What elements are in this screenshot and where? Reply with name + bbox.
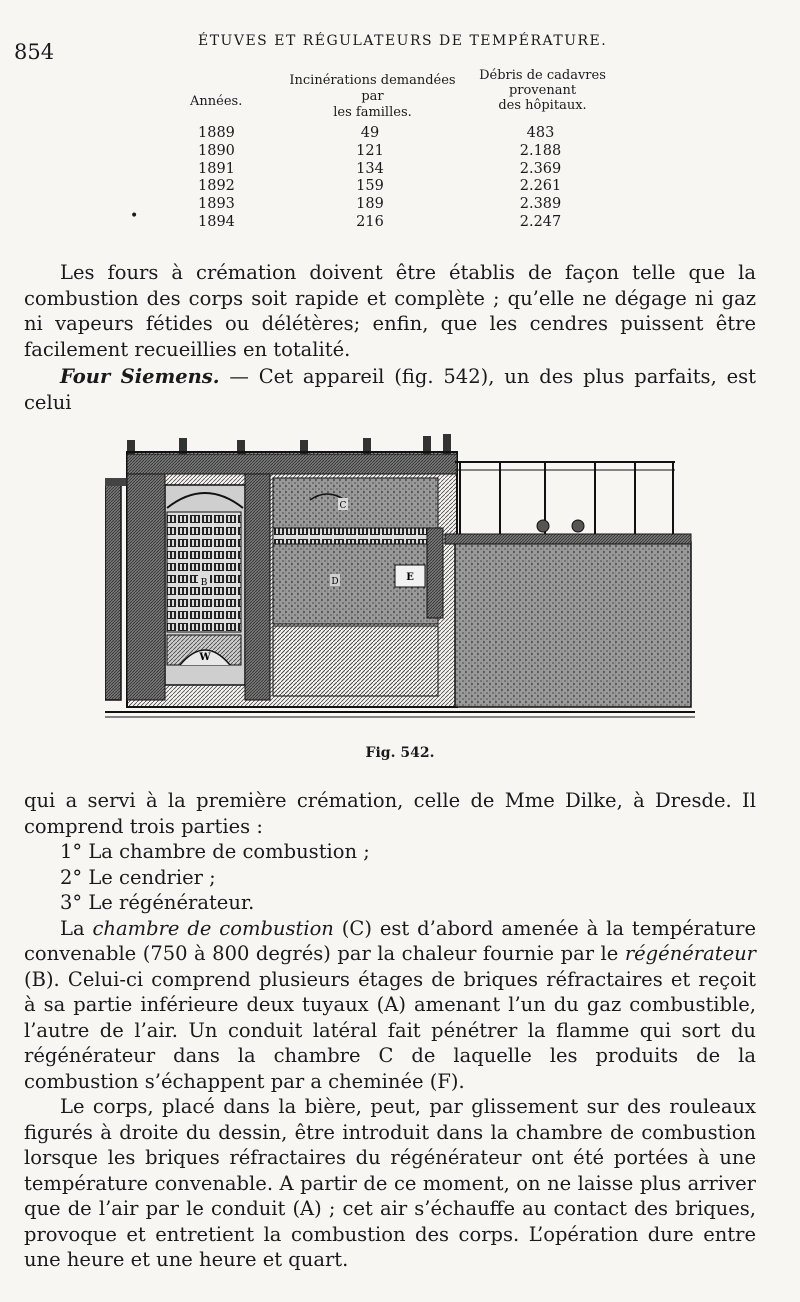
figure-caption: Fig. 542.: [365, 745, 435, 761]
section-title: Four Siemens.: [60, 365, 220, 388]
table-column-hospitals: [503, 125, 578, 232]
table-header-families: [285, 73, 460, 121]
paragraph-text: qui a servi à la première crémation, celle de Mme Dilke, à Dresde. Il comprend trois parties :: [24, 789, 756, 838]
paragraph-text: [24, 364, 756, 415]
paragraph-four-siemens-body: [24, 788, 756, 1273]
table-cell-hospitals: 2.369: [519, 160, 562, 177]
table-cell-families: 159: [356, 178, 384, 195]
paragraph-cremation-requirements: [24, 260, 756, 362]
figure-label-c: C: [339, 501, 347, 511]
list-item: 2° Le cendrier ;: [60, 865, 216, 889]
table-cell-hospitals: 2.261: [519, 178, 562, 195]
paragraph-procedure: Le corps, placé dans la bière, peut, par glissement sur des rouleaux figurés à droite du dessin, être introduit dans la chambre de combustion lorsque les briques réfractaires du régénérateur ont été portées à une température convenable. A partir de ce moment, on ne laisse plus arriver que de l’air par le conduit (A) ; cet air s’échauffe au contact des briques, provoque et entretient la combustion des corps. L’opération dure entre une heure et une heure et quart.: [24, 1095, 756, 1271]
table-header-years: Années.: [190, 94, 243, 109]
table-cell-year: 1890: [198, 142, 235, 159]
figure-label-d: D: [331, 577, 339, 587]
table-header-hospitals-line: Débris de cadavres: [479, 68, 606, 83]
table-cell-families: 134: [356, 160, 384, 177]
table-cell-year: 1893: [198, 196, 235, 213]
list-item: 1° La chambre de combustion ;: [60, 840, 370, 863]
table-cell-families: 49: [360, 125, 380, 141]
table-cell-year: 1894: [198, 213, 235, 230]
table-cell-hospitals: 2.389: [519, 196, 562, 213]
figure-label-w: W: [199, 652, 211, 663]
table-cell-year: 1891: [198, 160, 235, 177]
table-cell-families: 189: [356, 196, 384, 213]
paragraph-text: Les fours à crémation doivent être établis de façon telle que la combustion des corps soit rapide et complète ; qu’elle ne dégage ni gaz ni vapeurs fétides ou délétères; enfin, que les cendres puissent être facilement recueillies en totalité.: [24, 261, 756, 361]
furnace-engraving: [105, 430, 695, 720]
table-header-families-line: les familles.: [333, 105, 412, 120]
paragraph-combustion-chamber: [24, 916, 756, 1095]
table-cell-year: 1889: [198, 125, 235, 141]
table-cell-hospitals: 2.188: [519, 142, 562, 159]
table-header-hospitals-line: provenant: [508, 83, 577, 98]
table-cell-families: 216: [356, 213, 384, 230]
table-column-families: [335, 125, 405, 232]
table-cell-hospitals: 2.247: [519, 213, 562, 230]
table-cell-year: 1892: [198, 178, 235, 195]
table-header-families-line: Incinérations demandées: [289, 73, 456, 88]
table-header-hospitals: [470, 68, 615, 113]
table-header-hospitals-line: des hôpitaux.: [498, 98, 587, 113]
table-cell-hospitals: 483: [526, 125, 555, 141]
paragraph-text-run: (B). Celui-ci comprend plusieurs étages de briques réfractaires et reçoit à sa partie inférieure deux tuyaux (A) amenant l’un du gaz combustible, l’autre de l’air. Un conduit latéral fait pénétrer la flamme qui sort du régénérateur dans la chambre C de laquelle les produits de la combustion s’échappent par a cheminée (F).: [24, 967, 756, 1093]
table-header-families-line: par: [361, 89, 384, 104]
page-number: 854: [14, 40, 55, 64]
emphasis-regenerateur: régénérateur: [624, 942, 756, 965]
paragraph-text-run: — Cet appareil (fig. 542), un des plus parfaits, est celui: [24, 365, 756, 414]
figure-label-b: B: [200, 578, 208, 588]
running-title: ÉTUVES ET RÉGULATEURS DE TEMPÉRATURE.: [198, 33, 608, 49]
paragraph-text-run: (C) est d’abord amenée à la température convenable (750 à 800 degrés) par la chaleur fournie par le: [24, 916, 757, 965]
figure-siemens-furnace: [105, 430, 695, 720]
paragraph-four-siemens-lead: [24, 364, 756, 415]
emphasis-chambre: chambre de combustion: [92, 916, 334, 940]
figure-label-e: E: [406, 572, 414, 583]
list-item: 3° Le régénérateur.: [60, 891, 255, 914]
table-column-years: [198, 125, 235, 232]
paragraph-text-run: La: [60, 916, 93, 940]
table-cell-families: 121: [356, 142, 384, 159]
print-speck: •: [130, 208, 139, 224]
